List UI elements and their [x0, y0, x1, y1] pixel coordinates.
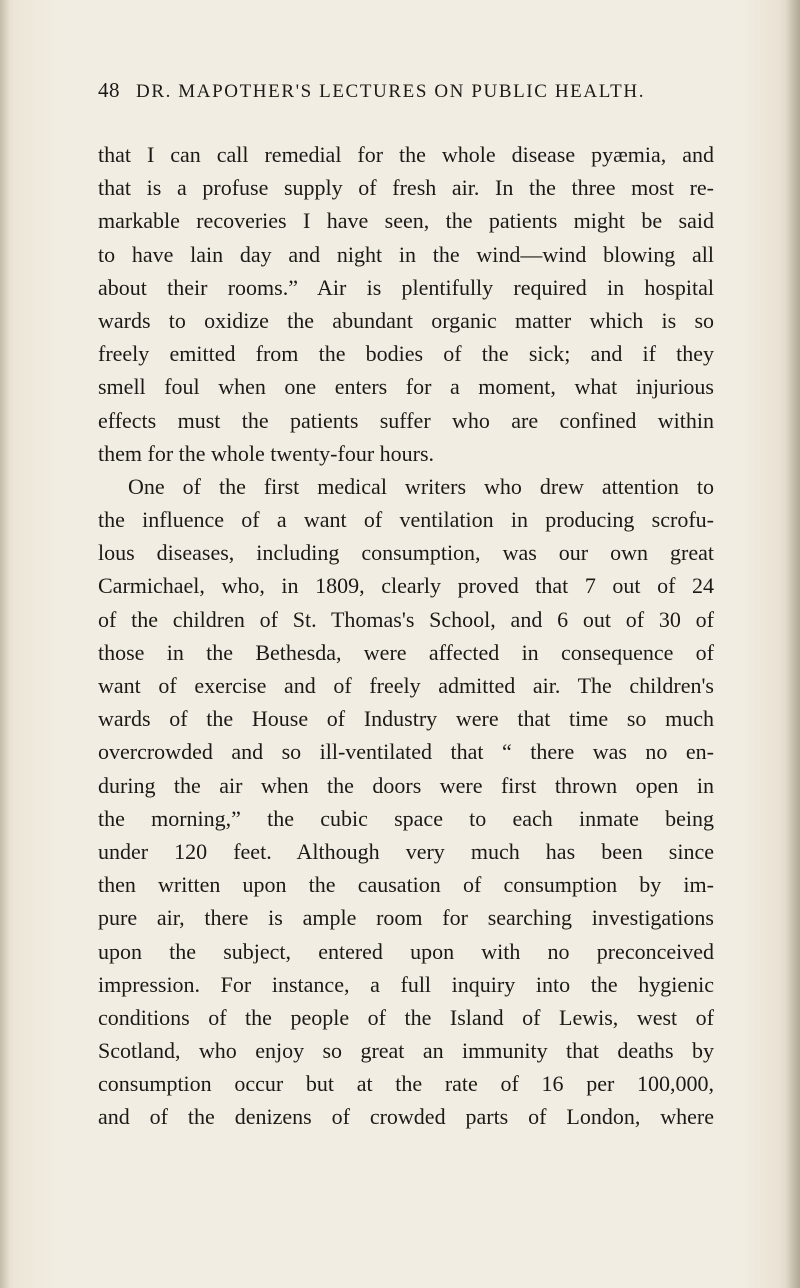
- text-line: the morning,” the cubic space to each inmate being: [98, 805, 714, 831]
- text-line: smell foul when one enters for a moment, what injurious: [98, 374, 714, 400]
- text-line: that I can call remedial for the whole disease pyæmia, and: [98, 142, 714, 167]
- page-right-edge-shadow: [786, 0, 800, 1288]
- text-line: then written upon the causation of consumption by im-: [98, 872, 714, 898]
- text-line: wards to oxidize the abundant organic matter which is so: [98, 307, 714, 333]
- page-left-edge-shadow: [0, 0, 10, 1288]
- text-line: conditions of the people of the Island of Lewis, west of: [98, 1004, 714, 1030]
- text-line: under 120 feet. Although very much has been since: [98, 838, 714, 864]
- text-line: One of the first medical writers who drew attention to: [128, 473, 714, 499]
- text-line: markable recoveries I have seen, the patients might be said: [98, 208, 714, 234]
- text-line: impression. For instance, a full inquiry into the hygienic: [98, 971, 714, 997]
- running-head: DR. MAPOTHER'S LECTURES ON PUBLIC HEALTH.: [136, 81, 646, 102]
- text-line: of the children of St. Thomas's School, and 6 out of 30 of: [98, 606, 714, 632]
- text-line: about their rooms.” Air is plentifully required in hospital: [98, 274, 714, 300]
- text-line: pure air, there is ample room for searching investigations: [98, 905, 714, 931]
- text-line: and of the denizens of crowded parts of London, where: [98, 1104, 714, 1130]
- text-line: Carmichael, who, in 1809, clearly proved that 7 out of 24: [98, 573, 714, 599]
- page-header: [98, 78, 718, 103]
- text-line: during the air when the doors were first thrown open in: [98, 772, 714, 798]
- text-line: those in the Bethesda, were affected in consequence of: [98, 639, 714, 665]
- text-line: upon the subject, entered upon with no preconceived: [98, 938, 714, 964]
- page-number: 48: [98, 78, 120, 102]
- text-line: them for the whole twenty-four hours.: [98, 440, 435, 466]
- text-line: freely emitted from the bodies of the sick; and if they: [98, 341, 714, 367]
- text-line: to have lain day and night in the wind—wind blowing all: [98, 241, 714, 267]
- text-line: Scotland, who enjoy so great an immunity that deaths by: [98, 1038, 714, 1064]
- text-line: lous diseases, including consumption, was our own great: [98, 540, 714, 566]
- body-text: [98, 138, 714, 1134]
- text-line: consumption occur but at the rate of 16 per 100,000,: [98, 1071, 714, 1097]
- text-line: the influence of a want of ventilation in producing scrofu-: [98, 507, 714, 533]
- text-line: effects must the patients suffer who are confined within: [98, 407, 714, 433]
- text-line: wards of the House of Industry were that time so much: [98, 706, 714, 732]
- text-line: overcrowded and so ill-ventilated that “ there was no en-: [98, 739, 714, 765]
- text-line: want of exercise and of freely admitted air. The children's: [98, 673, 714, 698]
- text-line: that is a profuse supply of fresh air. In the three most re-: [98, 175, 714, 201]
